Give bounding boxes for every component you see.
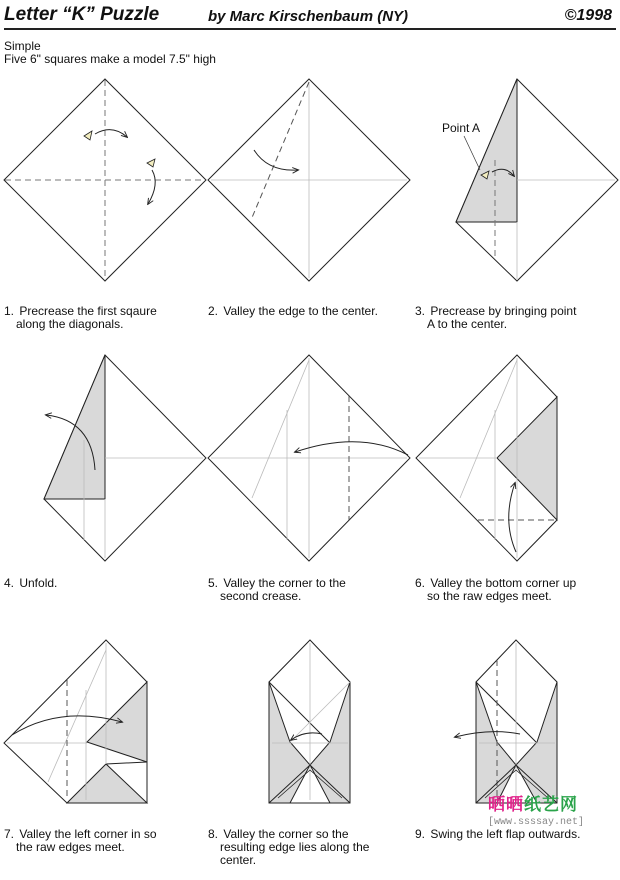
diagram-step-8 bbox=[269, 640, 350, 803]
diagram-step-9 bbox=[455, 640, 557, 803]
model-description: Five 6" squares make a model 7.5" high bbox=[4, 52, 216, 66]
diagram-step-2 bbox=[208, 79, 410, 281]
step-caption-2: 2. Valley the edge to the center. bbox=[208, 304, 378, 318]
diagram-step-1 bbox=[4, 79, 206, 281]
step-caption-3: 3. Precrease by bringing point A to the center. bbox=[415, 304, 577, 331]
author-byline: by Marc Kirschenbaum (NY) bbox=[208, 8, 409, 25]
step-caption-9: 9. Swing the left flap outwards. bbox=[415, 827, 581, 841]
step-caption-7: 7. Valley the left corner in so the raw edges meet. bbox=[4, 827, 157, 854]
point-a-label: Point A bbox=[442, 121, 481, 135]
watermark-text-1: 晒晒 bbox=[488, 795, 524, 814]
watermark-url: [www.ssssay.net] bbox=[488, 817, 585, 828]
page-title: Letter “K” Puzzle bbox=[4, 4, 160, 25]
step-caption-1: 1. Precrease the first sqaure along the diagonals. bbox=[4, 304, 157, 331]
diagram-step-6 bbox=[416, 355, 557, 561]
site-watermark bbox=[488, 790, 618, 834]
diagram-step-3 bbox=[456, 79, 618, 281]
difficulty-level: Simple bbox=[4, 39, 41, 53]
copyright-text: ©1998 bbox=[564, 7, 612, 24]
diagram-step-7 bbox=[4, 640, 147, 803]
step-caption-8: 8. Valley the corner so the resulting edge lies along the center. bbox=[208, 827, 370, 867]
step-caption-5: 5. Valley the corner to the second crease. bbox=[208, 576, 346, 603]
diagram-step-5 bbox=[208, 355, 410, 561]
diagram-step-4 bbox=[44, 355, 206, 561]
step-caption-6: 6. Valley the bottom corner up so the raw edges meet. bbox=[415, 576, 577, 603]
step-caption-4: 4. Unfold. bbox=[4, 576, 58, 590]
watermark-text-2: 纸艺网 bbox=[524, 795, 578, 814]
